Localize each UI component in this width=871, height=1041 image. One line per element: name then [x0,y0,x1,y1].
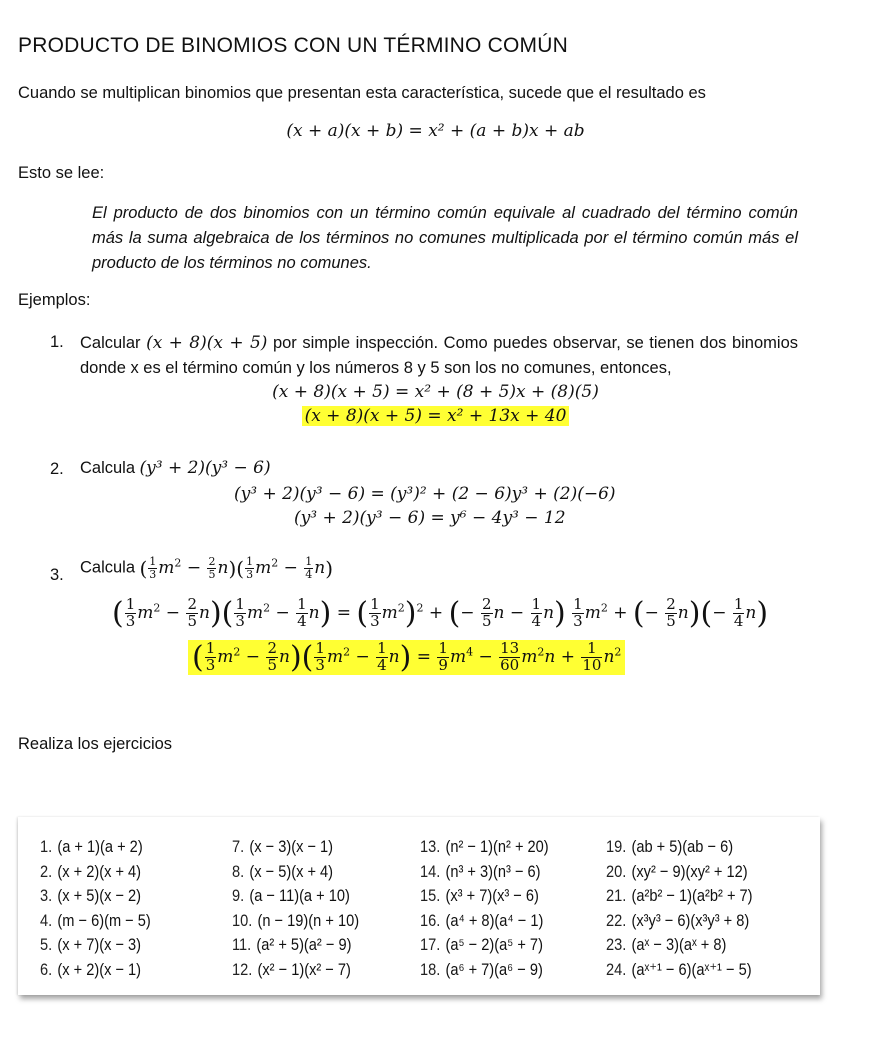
exercise-item: 18. (a⁶ + 7)(a⁶ − 9) [420,959,543,979]
exercises-heading: Realiza los ejercicios [18,735,173,753]
example-1-result-row [0,406,871,426]
exercise-item: 14. (n³ + 3)(n³ − 6) [420,861,541,881]
example-3-step: ( $\frac{1}{3}$ $m^2$ − $\frac{2}{5}$ n)( $\frac{1}{3}$ $m^2$ − $\frac{1}{4}$ n) = ( $\frac{1}{3}$ $m^2)^2$ + (− $\frac{2}{5}$ n − $\frac{1}{4}$ n) $\frac{1}{3}$ $m^2$ + (− $\frac{2}{5}$ n)(− $\frac{1}{4}$ n) [112,595,769,631]
exercise-item: 13. (n² − 1)(n² + 20) [420,837,549,856]
exercise-item: 7. (x − 3)(x − 1) [232,837,334,856]
intro-text: Cuando se multiplican binomios que presentan esta característica, sucede que el resultado es [18,84,706,102]
exercise-item: 24. (aˣ⁺¹ − 6)(aˣ⁺¹ − 5) [606,959,752,979]
example-2-expression: (y³ + 2)(y³ − 6) [139,458,271,478]
exercise-item: 8. (x − 5)(x + 4) [232,861,334,881]
exercise-item: 2. (x + 2)(x + 4) [40,861,142,881]
example-3-expression: ( $\frac{1}{3}$ $m^2$ − $\frac{2}{5}$ n)( $\frac{1}{3}$ $m^2$ − $\frac{1}{4}$ n) [139,555,334,581]
general-formula: (x + a)(x + b) = x² + (a + b)x + ab [286,121,585,141]
reads-label: Esto se lee: [18,164,105,182]
exercise-item: 11. (a² + 5)(a² − 9) [232,935,352,955]
exercise-item: 17. (a⁵ − 2)(a⁵ + 7) [420,935,543,955]
example-1-step: (x + 8)(x + 5) = x² + (8 + 5)x + (8)(5) [272,382,599,402]
example-2-prompt [80,458,271,478]
exercise-item: 1. (a + 1)(a + 2) [40,837,143,856]
exercise-item: 20. (xy² − 9)(xy² + 12) [606,861,748,881]
examples-heading: Ejemplos: [18,291,91,309]
example-3-result-row [188,640,625,675]
example-1-text-a: Calcular [80,334,141,352]
exercise-item: 3. (x + 5)(x − 2) [40,886,142,906]
example-3-prompt [80,556,333,580]
example-2-number: 2. [50,460,64,478]
example-1-expression: (x + 8)(x + 5) [146,333,268,353]
example-1-description [80,331,798,381]
example-1-text-b: por simple inspección. Como puedes observar, se tienen dos binomios donde x es el término común y los números 8 y 5 son los no comunes, entonces, [80,334,798,377]
rule-statement: El producto de dos binomios con un término común equivale al cuadrado del término común más la suma algebraica de los términos no comunes multiplicada por el término común más el producto de los términos no comunes. [92,204,798,272]
exercise-column-2 [232,835,380,983]
page-title: PRODUCTO DE BINOMIOS CON UN TÉRMINO COMÚN [18,34,568,57]
exercise-item: 4. (m − 6)(m − 5) [40,910,151,930]
exercise-item: 19. (ab + 5)(ab − 6) [606,837,734,856]
example-3-number: 3. [50,566,64,584]
exercise-item: 22. (x³y³ − 6)(x³y³ + 8) [606,910,750,930]
exercise-item: 5. (x + 7)(x − 3) [40,935,142,955]
example-2-label: Calcula [80,459,136,477]
exercise-item: 9. (a − 11)(a + 10) [232,886,350,906]
exercise-item: 16. (a⁴ + 8)(a⁴ − 1) [420,910,544,930]
exercise-item: 23. (aˣ − 3)(aˣ + 8) [606,935,727,955]
exercises-box [18,817,820,995]
exercise-item: 21. (a²b² − 1)(a²b² + 7) [606,886,753,906]
exercise-item: 12. (x² − 1)(x² − 7) [232,959,351,979]
example-2-result: (y³ + 2)(y³ − 6) = y⁶ − 4y³ − 12 [294,508,566,528]
exercise-item: 10. (n − 19)(n + 10) [232,910,360,930]
example-1-result: (x + 8)(x + 5) = x² + 13x + 40 [302,406,570,426]
exercise-item: 6. (x + 2)(x − 1) [40,959,142,979]
example-3-result: ( $\frac{1}{3}$ $m^2$ − $\frac{2}{5}$ n)( $\frac{1}{3}$ $m^2$ − $\frac{1}{4}$ n) = $\frac{1}{9}$ $m^4$ − $\frac{13}{60}$ $m^2n$ + $\frac{1}{10}$ $n^2$ [188,640,625,675]
example-1-number: 1. [50,333,64,351]
example-3-label: Calcula [80,558,136,577]
exercise-column-3 [420,835,570,983]
exercise-column-4 [606,835,776,983]
example-2-step: (y³ + 2)(y³ − 6) = (y³)² + (2 − 6)y³ + (2)(−6) [234,484,616,504]
exercise-item: 15. (x³ + 7)(x³ − 6) [420,886,539,906]
exercise-column-1 [40,835,169,983]
